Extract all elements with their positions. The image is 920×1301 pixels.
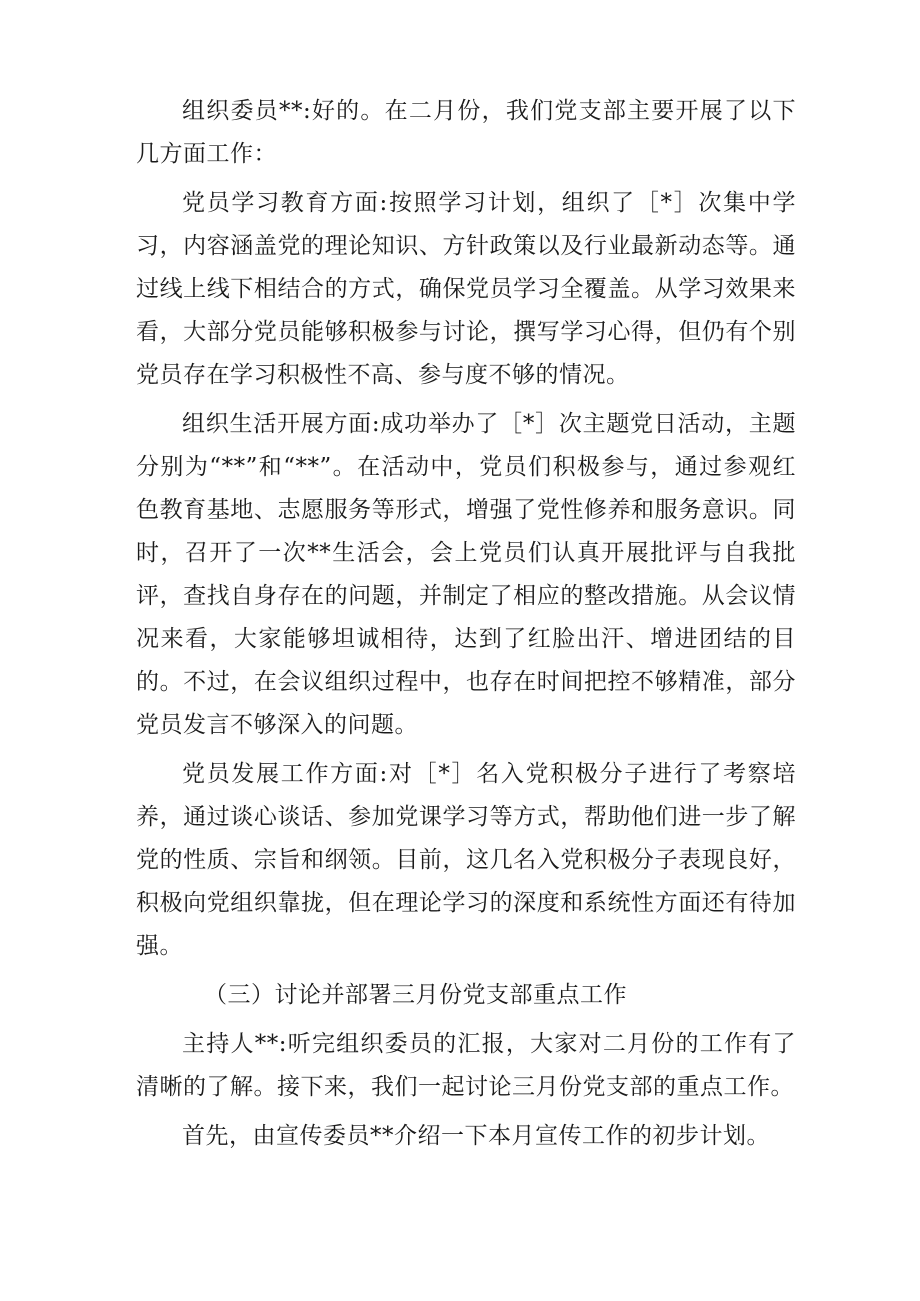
section-heading: （三）讨论并部署三月份党支部重点工作 [204,982,627,1008]
paragraph-party-study-education: 党员学习教育方面:按照学习计划，组织了［*］次集中学习，内容涵盖党的理论知识、方针政策以及行业最新动态等。通过线上线下相结合的方式，确保党员学习全覆盖。从学习效果来看，大部分党员能够积极参与讨论，撰写学习心得，但仍有个别党员存在学习积极性不高、参与度不够的情况。 [136,190,796,388]
document-page [136,90,796,1164]
paragraph-publicity-intro: 首先，由宣传委员**介绍一下本月宣传工作的初步计划。 [182,1123,770,1149]
paragraph-host-remarks: 主持人**:听完组织委员的汇报，大家对二月份的工作有了清晰的了解。接下来，我们一起讨论三月份党支部的重点工作。 [136,1031,796,1100]
paragraph-organizational-life: 组织生活开展方面:成功举办了［*］次主题党日活动，主题分别为“**”和“**”。在活动中，党员们积极参与，通过参观红色教育基地、志愿服务等形式，增强了党性修养和服务意识。同时，召开了一次**生活会，会上党员们认真开展批评与自我批评，查找自身存在的问题，并制定了相应的整改措施。从会议情况来看，大家能够坦诚相待，达到了红脸出汗、增进团结的目的。不过，在会议组织过程中，也存在时间把控不够精准，部分党员发言不够深入的问题。 [136,411,796,738]
paragraph-organization-report-intro: 组织委员**:好的。在二月份，我们党支部主要开展了以下几方面工作： [136,98,796,167]
paragraph-member-development: 党员发展工作方面:对［*］名入党积极分子进行了考察培养，通过谈心谈话、参加党课学习等方式，帮助他们进一步了解党的性质、宗旨和纲领。目前，这几名入党积极分子表现良好，积极向党组织靠拢，但在理论学习的深度和系统性方面还有待加强。 [136,761,796,959]
